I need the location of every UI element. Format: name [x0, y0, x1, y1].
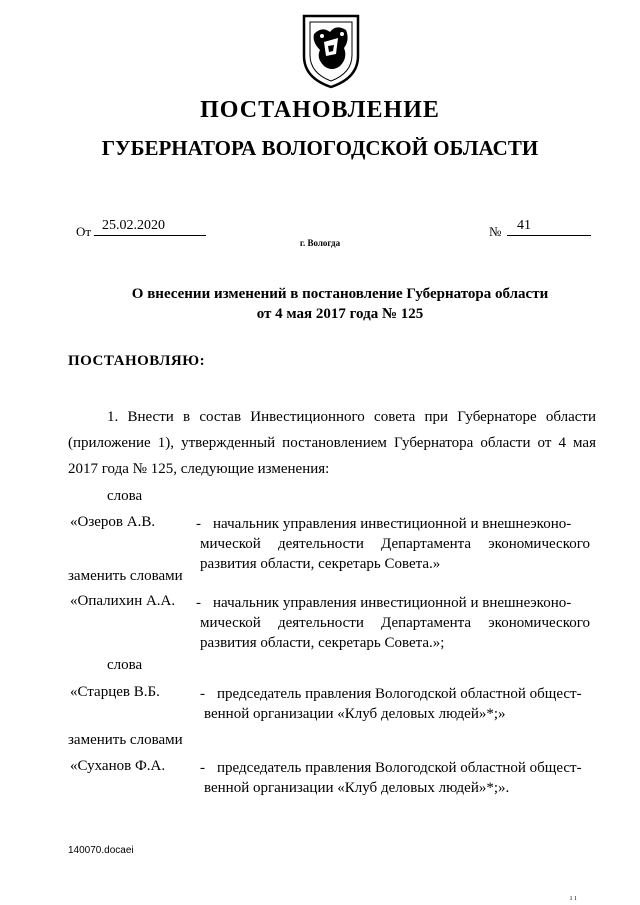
paragraph-1-text: 1. Внести в состав Инвестиционного совета при Губернаторе области (приложение 1), утвержденный постановлением Губернатора области от 4 мая 2017 года № 125, следующие изменения: — [68, 409, 596, 477]
document-subject — [100, 284, 580, 324]
entry-desc-rest: мической деятельности Департамента экономического развития области, секретарь Совета.» — [200, 536, 590, 572]
entry-desc-line1: начальник управления инвестиционной и внешнеэконо- — [213, 595, 572, 611]
document-title: ПОСТАНОВЛЕНИЕ — [200, 97, 440, 123]
words-label-2: слова — [107, 657, 143, 673]
entry-dash: - — [200, 760, 205, 776]
footer-filename: 140070.docaei — [68, 845, 134, 856]
subject-line-1: О внесении изменений в постановление Губернатора области — [131, 286, 549, 302]
replace-label-1: заменить словами — [68, 568, 183, 584]
words-label-1: слова — [107, 488, 143, 504]
entry-desc-rest: венной организации «Клуб деловых людей»*;». — [204, 780, 510, 796]
decree-heading: ПОСТАНОВЛЯЮ: — [68, 353, 206, 369]
entry-description — [200, 684, 594, 724]
entry-desc-rest: мической деятельности Департамента экономического развития области, секретарь Совета.»; — [200, 615, 590, 651]
coat-of-arms-icon — [300, 12, 362, 90]
entry-dash: - — [196, 595, 201, 611]
entry-description — [196, 593, 590, 653]
paragraph-1 — [68, 404, 596, 482]
subject-line-2: от 4 мая 2017 года № 125 — [256, 306, 424, 322]
document-subtitle: ГУБЕРНАТОРА ВОЛОГОДСКОЙ ОБЛАСТИ — [101, 136, 539, 160]
entry-dash: - — [200, 686, 205, 702]
entry-name: «Суханов Ф.А. — [70, 758, 166, 774]
entry-name: «Старцев В.Б. — [70, 684, 160, 700]
scan-marks: ı ı — [570, 893, 577, 902]
entry-desc-line1: председатель правления Вологодской областной общест- — [217, 760, 582, 776]
entry-desc-line1: председатель правления Вологодской областной общест- — [217, 686, 582, 702]
date-field: 25.02.2020 — [94, 218, 206, 236]
number-field: 41 — [507, 218, 591, 236]
entry-desc-rest: венной организации «Клуб деловых людей»*;» — [204, 706, 506, 722]
date-label: От — [76, 224, 92, 239]
entry-dash: - — [196, 516, 201, 532]
entry-name: «Опалихин А.А. — [70, 593, 176, 609]
replace-label-2: заменить словами — [68, 732, 183, 748]
entry-desc-line1: начальник управления инвестиционной и внешнеэконо- — [213, 516, 572, 532]
entry-description — [200, 758, 594, 798]
entry-description — [196, 514, 590, 574]
city-label: г. Вологда — [299, 238, 341, 248]
entry-name: «Озеров А.В. — [70, 514, 156, 530]
number-label: № — [489, 224, 502, 239]
